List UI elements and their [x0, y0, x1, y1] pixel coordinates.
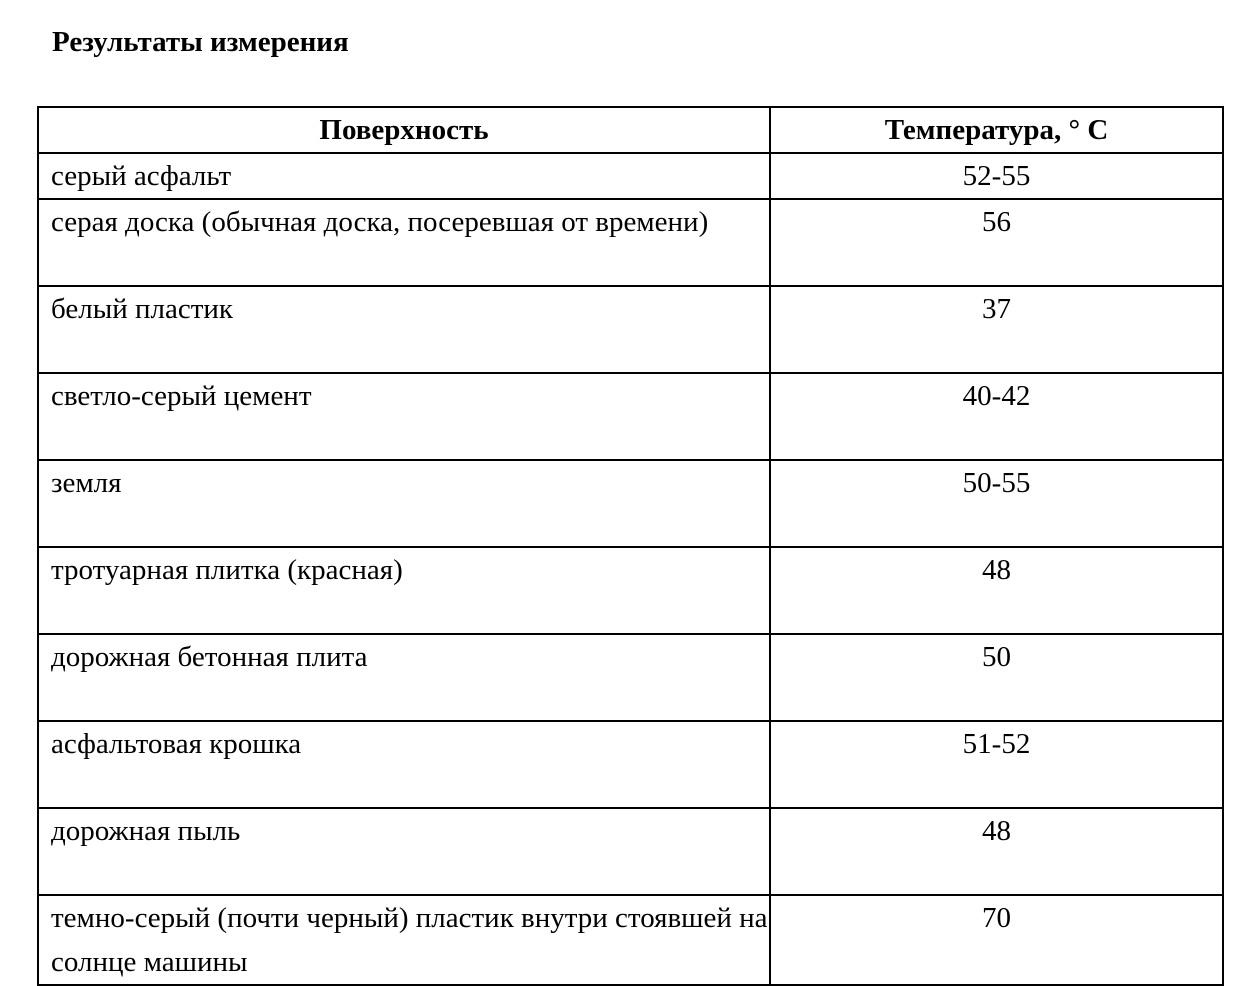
table-row [38, 153, 1223, 199]
temperature-cell: 40-42 [770, 373, 1223, 460]
table-row [38, 721, 1223, 808]
table-row [38, 547, 1223, 634]
temperature-cell: 70 [770, 895, 1223, 985]
table-row [38, 286, 1223, 373]
temperature-cell: 48 [770, 547, 1223, 634]
temperature-cell: 48 [770, 808, 1223, 895]
surface-cell: асфальтовая крошка [38, 721, 770, 808]
page-title: Результаты измерения [52, 26, 349, 58]
temperature-cell: 50-55 [770, 460, 1223, 547]
surface-cell: дорожная пыль [38, 808, 770, 895]
results-table-container [37, 106, 1224, 986]
header-temperature: Температура, ° С [770, 107, 1223, 153]
table-row [38, 373, 1223, 460]
surface-cell: тротуарная плитка (красная) [38, 547, 770, 634]
temperature-cell: 56 [770, 199, 1223, 286]
temperature-cell: 51-52 [770, 721, 1223, 808]
surface-cell: дорожная бетонная плита [38, 634, 770, 721]
temperature-cell: 50 [770, 634, 1223, 721]
surface-cell: серый асфальт [38, 153, 770, 199]
temperature-cell: 37 [770, 286, 1223, 373]
temperature-cell: 52-55 [770, 153, 1223, 199]
table-row [38, 808, 1223, 895]
table-row [38, 199, 1223, 286]
surface-cell: земля [38, 460, 770, 547]
table-header-row [38, 107, 1223, 153]
surface-cell: темно-серый (почти черный) пластик внутри стоявшей на солнце машины [38, 895, 770, 985]
table-row [38, 460, 1223, 547]
header-surface: Поверхность [38, 107, 770, 153]
surface-cell: серая доска (обычная доска, посеревшая от времени) [38, 199, 770, 286]
table-row [38, 895, 1223, 985]
results-table [37, 106, 1224, 986]
table-row [38, 634, 1223, 721]
surface-cell: светло-серый цемент [38, 373, 770, 460]
surface-cell: белый пластик [38, 286, 770, 373]
